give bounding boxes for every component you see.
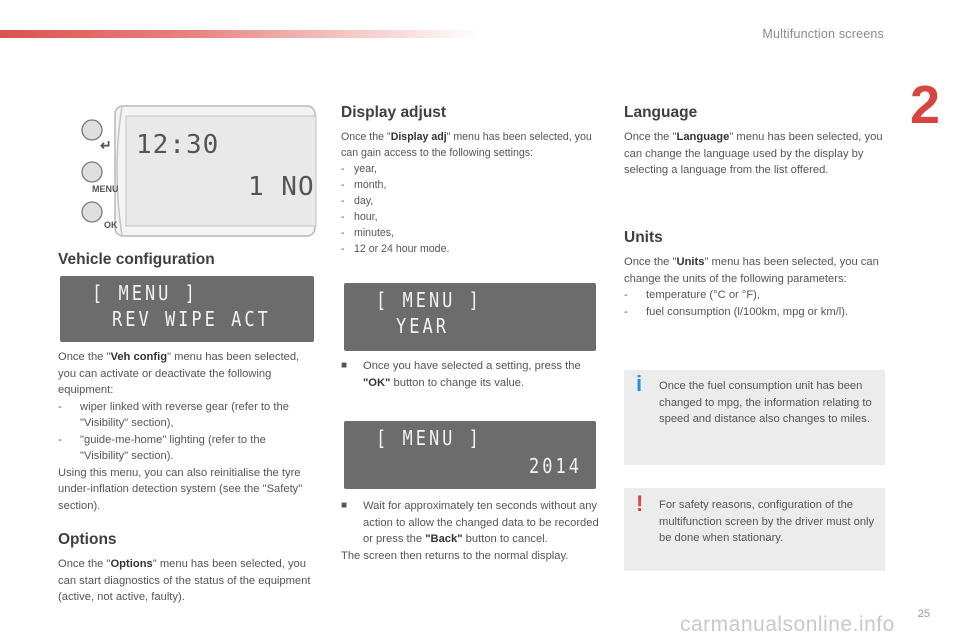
lang-post: " menu has been selected, you can change the language used by the display by selecting a language from the list offered. xyxy=(624,131,883,176)
step1-post: button to change its value. xyxy=(390,376,525,389)
lcd-2014-line2: 2014 xyxy=(529,455,582,479)
display-settings-list xyxy=(341,161,603,257)
warning-note-text: For safety reasons, configuration of the multifunction screen by the driver must only be done when stationary. xyxy=(659,499,875,544)
step1 xyxy=(341,358,603,391)
units-pre: Once the " xyxy=(624,256,677,268)
step1-bullet xyxy=(341,358,603,391)
screen-value: 1 NO xyxy=(248,172,315,202)
intro-bold: Veh config xyxy=(110,351,168,363)
da-post: " menu has been selected, you can gain access to the following settings: xyxy=(341,131,592,159)
list-item: - minutes, xyxy=(341,225,603,241)
lcd-year-line1: [ MENU ] xyxy=(376,289,482,313)
language-text xyxy=(624,129,886,179)
lcd-veh-line1: [ MENU ] xyxy=(92,282,198,306)
lcd-year xyxy=(344,283,596,351)
display-adjust-outro: The screen then returns to the normal display. xyxy=(341,549,569,562)
control-panel-illustration xyxy=(60,100,318,240)
info-icon: i xyxy=(636,371,643,396)
da-pre: Once the " xyxy=(341,131,391,143)
options-post: " menu has been selected, you can start diagnostics of the status of the equipment (active, not active, faulty). xyxy=(58,558,311,603)
display-adjust-heading: Display adjust xyxy=(341,104,447,121)
top-button xyxy=(82,120,102,140)
step1-bold: "OK" xyxy=(363,376,391,389)
menu-button-label: MENU xyxy=(92,184,119,194)
step1-pre: Once you have selected a setting, press the xyxy=(363,360,581,372)
page-number: 25 xyxy=(917,608,930,620)
lcd-year-line2: YEAR xyxy=(396,315,449,339)
step2-pre: Wait for approximately ten seconds without any action to allow the changed data to be recorded or press the xyxy=(363,500,599,545)
display-adjust-intro xyxy=(341,129,603,161)
step2-bold: "Back" xyxy=(425,533,463,545)
lang-pre: Once the " xyxy=(624,131,677,143)
vehicle-config-section xyxy=(58,250,320,270)
list-item: - month, xyxy=(341,177,603,193)
da-bold: Display adj xyxy=(390,131,447,143)
section-title: Multifunction screens xyxy=(762,27,884,41)
units-list xyxy=(624,287,886,320)
display-adjust-section xyxy=(341,103,603,257)
control-panel-drawing xyxy=(60,100,318,240)
list-item: - "guide-me-home" lighting (refer to the "Visibility" section). xyxy=(58,432,316,465)
header-accent-bar xyxy=(0,30,480,38)
back-button xyxy=(82,162,102,182)
options-text xyxy=(58,556,316,606)
step2-post: button to cancel. xyxy=(462,533,548,545)
chapter-number: 2 xyxy=(909,75,940,135)
units-bold: Units xyxy=(676,256,705,268)
list-item: - year, xyxy=(341,161,603,177)
units-post: " menu has been selected, you can change the units of the following parameters: xyxy=(624,256,879,285)
warning-icon: ! xyxy=(636,491,644,516)
warning-note xyxy=(624,488,885,571)
lang-bold: Language xyxy=(676,131,730,143)
vehicle-config-outro: Using this menu, you can also reinitialise the tyre under-inflation detection system (see the "Safety" section). xyxy=(58,466,303,512)
options-bold: Options xyxy=(110,558,153,570)
lcd-veh-line2: REV WIPE ACT xyxy=(112,308,271,332)
step2-bullet xyxy=(341,498,603,548)
units-intro xyxy=(624,254,886,287)
vehicle-config-intro xyxy=(58,349,316,399)
language-heading: Language xyxy=(624,104,698,121)
lcd-2014 xyxy=(344,421,596,489)
step-marker-icon: ■ xyxy=(341,360,348,371)
language-section xyxy=(624,103,886,179)
options-section xyxy=(58,530,316,606)
lcd-veh-config xyxy=(60,276,314,342)
list-item: - temperature (°C or °F), xyxy=(624,287,886,304)
lcd-2014-line1: [ MENU ] xyxy=(376,427,482,451)
options-pre: Once the " xyxy=(58,558,111,570)
vehicle-config-list xyxy=(58,399,316,465)
intro-post: " menu has been selected, you can activate or deactivate the following equipment: xyxy=(58,351,300,396)
options-heading: Options xyxy=(58,531,117,548)
list-item: - wiper linked with reverse gear (refer to the "Visibility" section), xyxy=(58,399,316,432)
watermark: carmanualsonline.info xyxy=(680,613,895,636)
back-icon: ↵ xyxy=(100,137,112,153)
vehicle-config-heading: Vehicle configuration xyxy=(58,251,215,268)
units-heading: Units xyxy=(624,229,663,246)
ok-button xyxy=(82,202,102,222)
list-item: - fuel consumption (l/100km, mpg or km/l). xyxy=(624,304,886,321)
screen-time: 12:30 xyxy=(136,130,220,160)
info-note-text: Once the fuel consumption unit has been changed to mpg, the information relating to speed and distance also changes to miles. xyxy=(659,380,872,425)
list-item: - hour, xyxy=(341,209,603,225)
ok-button-label: OK xyxy=(104,220,118,230)
info-note xyxy=(624,370,885,465)
list-item: - 12 or 24 hour mode. xyxy=(341,241,603,257)
step2 xyxy=(341,498,603,564)
step-marker-icon: ■ xyxy=(341,500,348,511)
intro-pre: Once the " xyxy=(58,351,111,363)
list-item: - day, xyxy=(341,193,603,209)
units-section xyxy=(624,228,886,320)
vehicle-config-body xyxy=(58,349,316,514)
